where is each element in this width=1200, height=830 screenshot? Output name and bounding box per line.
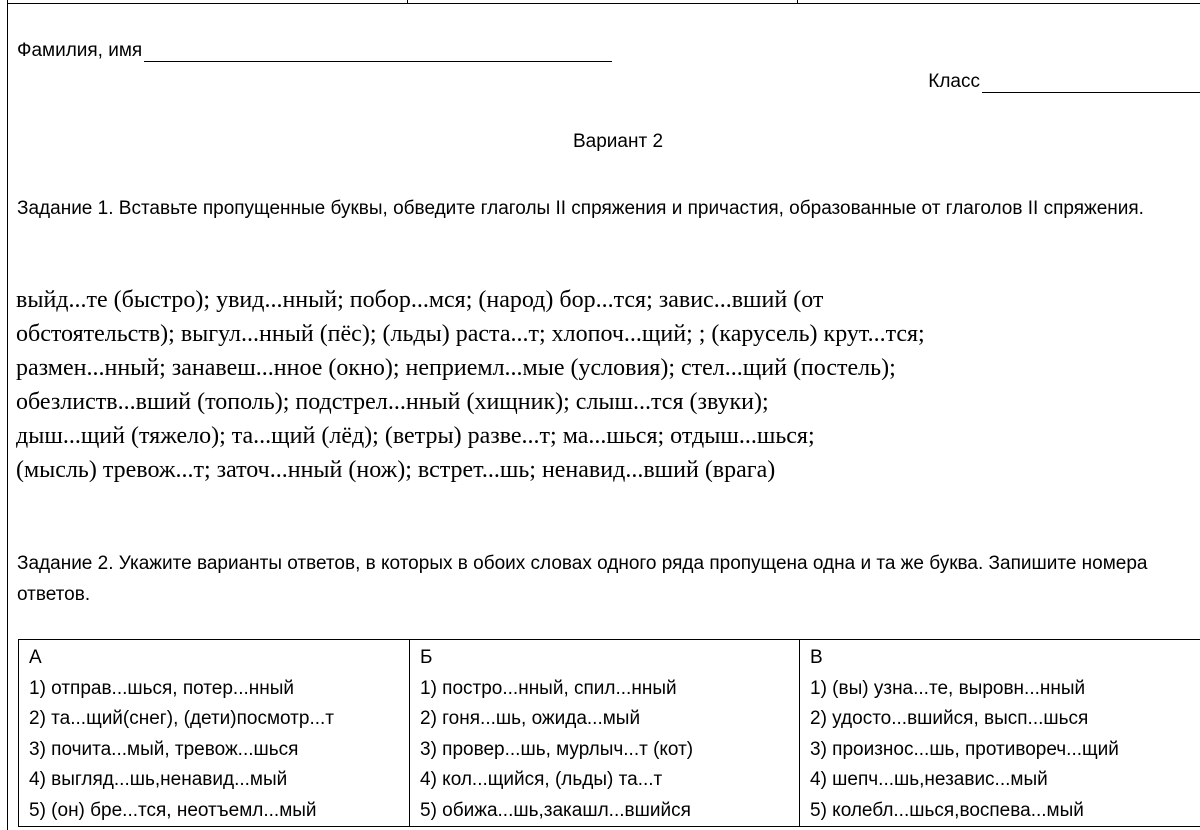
class-label: Класс [928,71,980,92]
answer-item: 1) постро...нный, спил...нный [420,677,677,699]
answers-table [18,639,1200,827]
top-table-divider [407,0,408,4]
page-left-border [7,0,8,830]
word-line: выйд...те (быстро); увид...нный; побор...мся; (народ) бор...тся; завис...вший (от [16,287,824,313]
class-blank-line [982,74,1200,93]
top-table-edge [7,0,1200,4]
answer-item: 5) обижа...шь,закашл...вшийся [420,799,691,821]
answers-column-b [410,640,800,827]
task1-instruction: Задание 1. Вставьте пропущенные буквы, обведите глаголы II спряжения и причастия, образованные от глаголов II спряжения. [17,198,1144,219]
answer-item: 4) шепч...шь,независ...мый [810,769,1048,790]
variant-title: Вариант 2 [572,131,664,152]
name-field [17,40,612,62]
answer-item: 3) провер...шь, мурлыч...т (кот) [420,738,694,760]
word-line: размен...нный; занавеш...нное (окно); неприемл...мые (условия); стел...щий (постель); [16,355,896,381]
task1-word-list [16,283,1196,487]
word-line: обезлиств...вший (тополь); подстрел...нный (хищник); слыш...тся (звуки); [16,389,769,415]
answer-item: 5) (он) бре...тся, неотъемл...мый [29,799,317,821]
answer-item: 4) кол...щийся, (льды) та...т [420,769,663,790]
task2-instruction: Задание 2. Укажите варианты ответов, в которых в обоих словах одного ряда пропущена одна и та же буква. Запишите номера ответов. [17,553,1148,605]
answer-item: 2) гоня...шь, ожида...мый [420,708,641,729]
name-blank-line [144,43,612,62]
column-header: В [810,647,823,668]
answer-item: 2) та...щий(снег), (дети)посмотр...т [29,708,334,729]
answer-item: 2) удосто...вшийся, высп...шься [810,708,1089,729]
class-field [928,71,1200,93]
word-line: дыш...щий (тяжело); та...щий (лёд); (ветры) разве...т; ма...шься; отдыш...шься; [16,423,815,449]
answer-item: 1) отправ...шься, потер...нный [29,677,295,699]
answers-column-a [19,640,410,827]
name-label: Фамилия, имя [17,40,143,61]
answer-item: 4) выгляд...шь,ненавид...мый [29,769,288,790]
word-line: обстоятельств); выгул...нный (пёс); (льды) раста...т; хлопоч...щий; ; (карусель) крут...тся; [16,321,925,347]
answer-item: 5) колебл...шься,воспева...мый [810,799,1084,821]
answer-item: 3) почита...мый, тревож...шься [29,738,299,760]
answers-column-v [800,640,1200,827]
word-line: (мысль) тревож...т; заточ...нный (нож); встрет...шь; ненавид...вший (врага) [16,457,776,483]
answer-item: 3) произнос...шь, противореч...щий [810,738,1119,760]
column-header: А [29,647,42,668]
column-header: Б [420,647,433,668]
top-table-divider [797,0,798,4]
answer-item: 1) (вы) узна...те, выровн...нный [810,677,1086,699]
